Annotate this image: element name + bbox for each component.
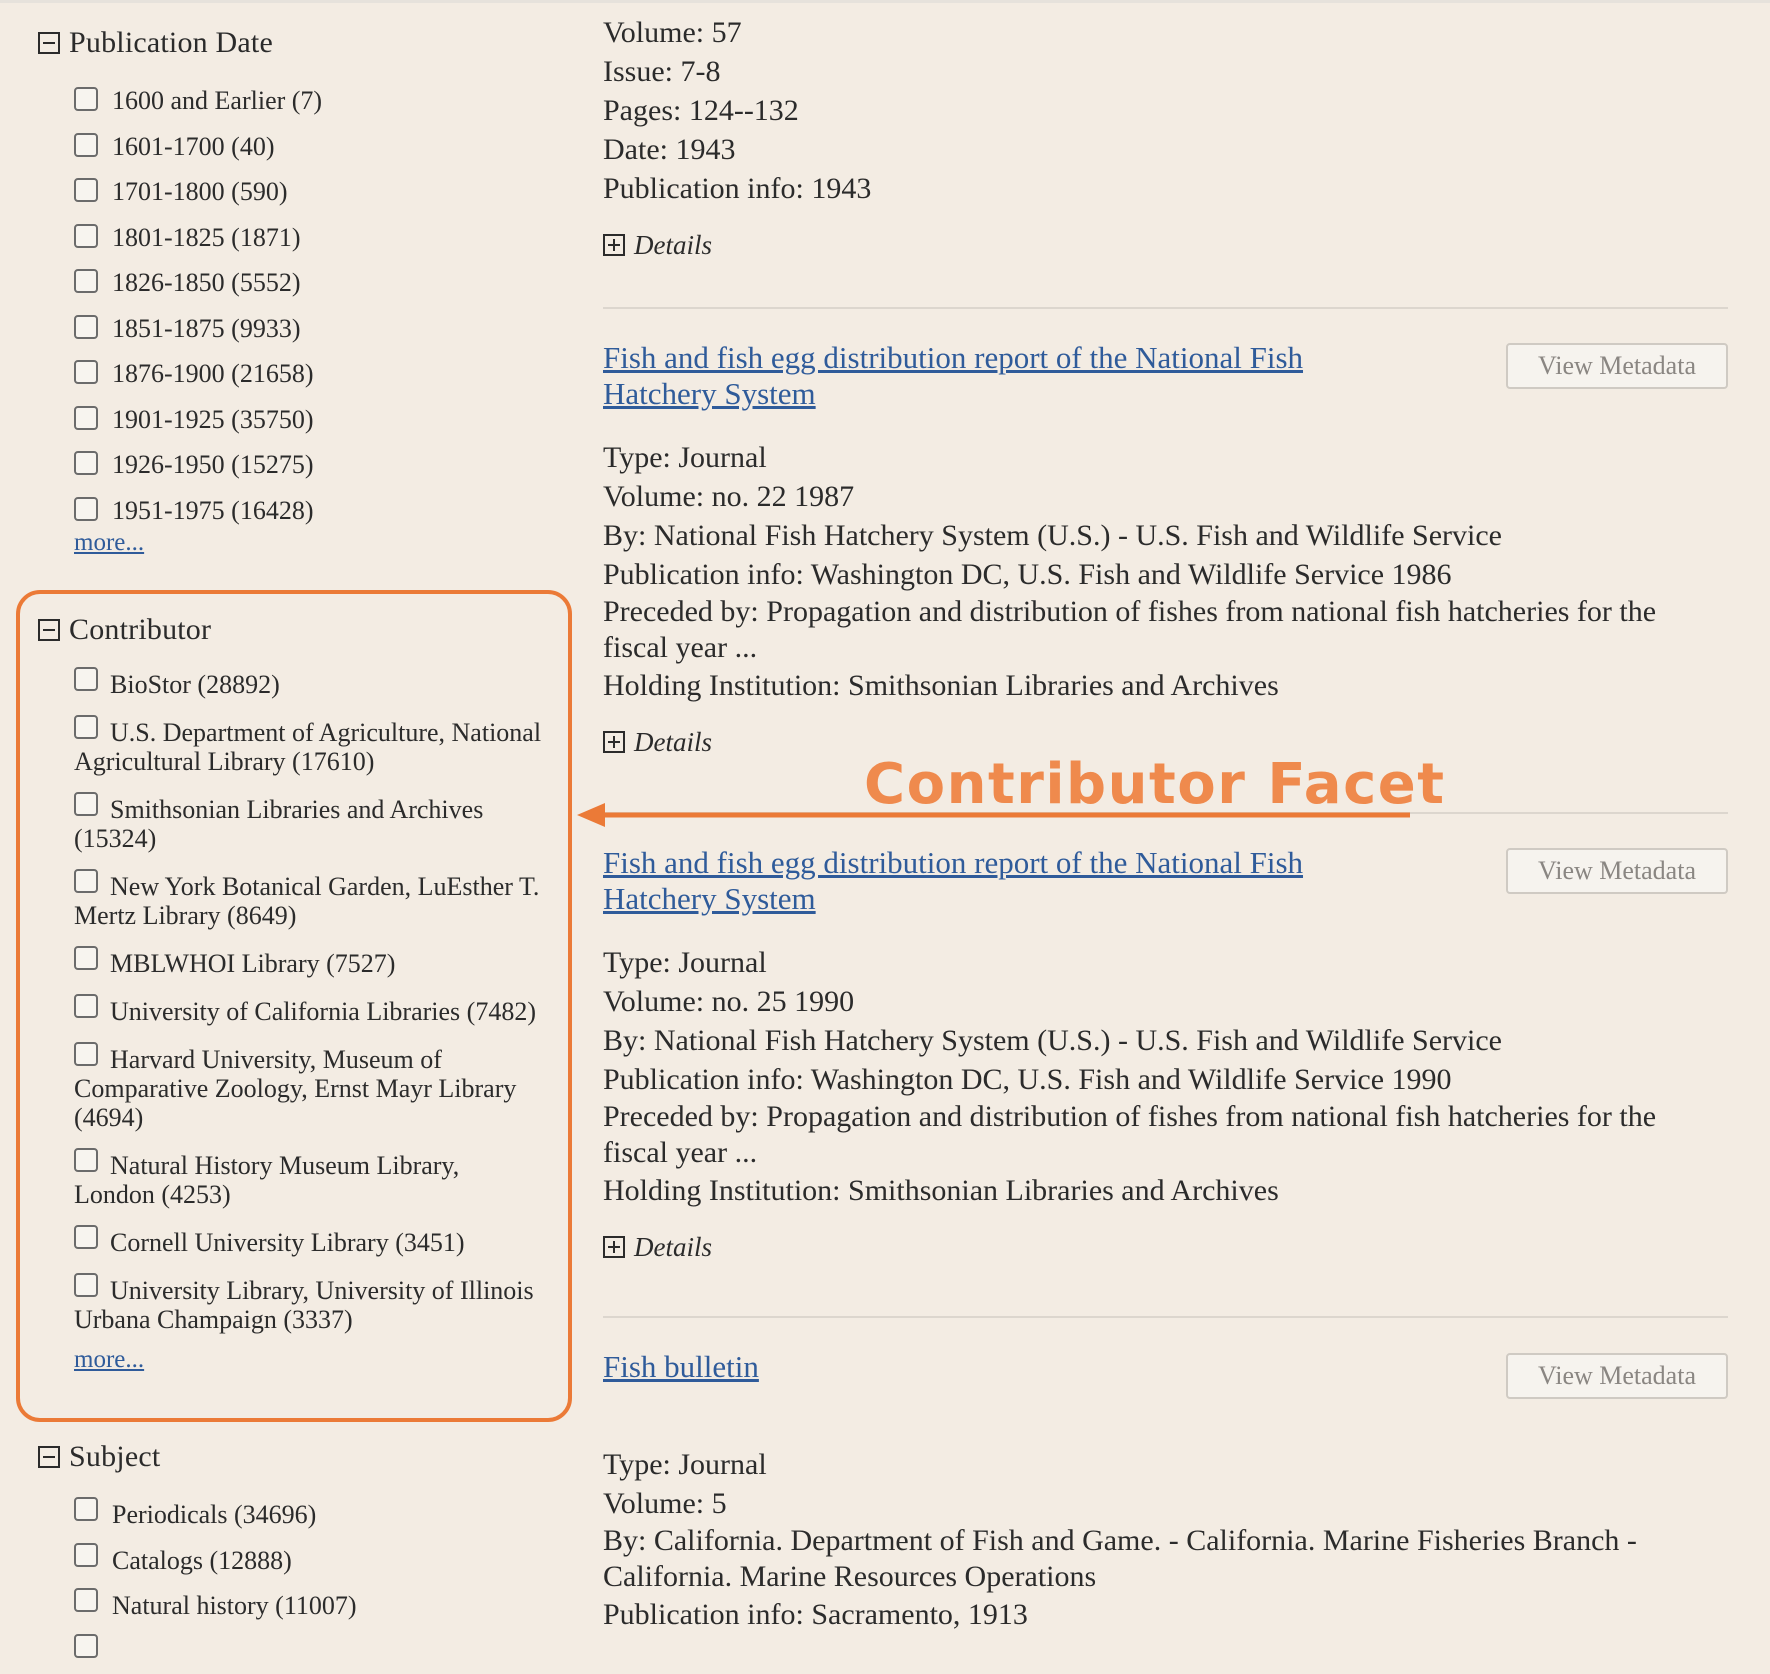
checkbox[interactable]	[74, 715, 98, 739]
checkbox[interactable]	[74, 269, 98, 293]
divider	[603, 307, 1728, 309]
facet-item[interactable]: 1951-1975 (16428)	[74, 488, 568, 534]
facet-title: Publication Date	[69, 26, 273, 60]
view-metadata-button[interactable]: View Metadata	[1506, 343, 1728, 389]
checkbox[interactable]	[74, 133, 98, 157]
facet-header-publication-date[interactable]	[38, 20, 568, 66]
result-volume: Volume: 57	[603, 13, 1728, 52]
result-preceded-by: Preceded by: Propagation and distribution of fishes from national fish hatcheries for the fiscal year ...	[603, 1099, 1713, 1171]
result-pubinfo: Publication info: Washington DC, U.S. Fish and Wildlife Service 1990	[603, 1060, 1728, 1099]
collapse-icon[interactable]	[38, 619, 60, 641]
facet-item[interactable]: Periodicals (34696)	[74, 1492, 568, 1538]
result-title-link[interactable]: Fish and fish egg distribution report of the National Fish Hatchery System	[603, 845, 1403, 917]
expand-icon[interactable]	[603, 234, 625, 256]
facet-item[interactable]: U.S. Department of Agriculture, National Agricultural Library (17610)	[38, 715, 564, 776]
publication-date-list	[38, 66, 568, 533]
result-issue: Issue: 7-8	[603, 52, 1728, 91]
facet-item[interactable]: Cornell University Library (3451)	[38, 1225, 568, 1257]
details-toggle[interactable]: Details	[603, 725, 1728, 759]
checkbox[interactable]	[74, 1497, 98, 1521]
facet-item[interactable]: 1926-1950 (15275)	[74, 442, 568, 488]
checkbox[interactable]	[74, 360, 98, 384]
checkbox[interactable]	[74, 1588, 98, 1612]
result-item	[603, 340, 1728, 759]
facet-header-contributor[interactable]	[38, 607, 568, 653]
result-holding: Holding Institution: Smithsonian Libraries and Archives	[603, 666, 1728, 705]
result-holding: Holding Institution: Smithsonian Libraries and Archives	[603, 1171, 1728, 1210]
facet-item[interactable]: MBLWHOI Library (7527)	[38, 946, 568, 978]
expand-icon[interactable]	[603, 1236, 625, 1258]
checkbox[interactable]	[74, 792, 98, 816]
facet-item[interactable]: 1851-1875 (9933)	[74, 306, 568, 352]
checkbox[interactable]	[74, 1273, 98, 1297]
facet-item[interactable]: 1601-1700 (40)	[74, 124, 568, 170]
facet-item[interactable]: BioStor (28892)	[38, 667, 568, 699]
facet-item[interactable]	[74, 1629, 568, 1674]
checkbox[interactable]	[74, 1225, 98, 1249]
facet-item[interactable]: 1826-1850 (5552)	[74, 260, 568, 306]
more-link-contributor[interactable]: more...	[74, 1346, 568, 1374]
checkbox[interactable]	[74, 1543, 98, 1567]
annotation-label: Contributor Facet	[864, 752, 1446, 818]
facet-item[interactable]: Natural History Museum Library, London (4253)	[38, 1148, 544, 1209]
top-border	[0, 0, 1770, 3]
subject-list	[38, 1480, 568, 1674]
result-preceded-by: Preceded by: Propagation and distribution of fishes from national fish hatcheries for the fiscal year ...	[603, 594, 1713, 666]
collapse-icon[interactable]	[38, 32, 60, 54]
checkbox[interactable]	[74, 667, 98, 691]
result-item	[603, 13, 1728, 262]
checkbox[interactable]	[74, 994, 98, 1018]
result-title-link[interactable]: Fish bulletin	[603, 1349, 1403, 1385]
facet-item[interactable]: 1901-1925 (35750)	[74, 397, 568, 443]
result-by: By: National Fish Hatchery System (U.S.) - U.S. Fish and Wildlife Service	[603, 1021, 1728, 1060]
result-date: Date: 1943	[603, 130, 1728, 169]
facet-title: Contributor	[69, 613, 211, 647]
facet-item[interactable]: 1701-1800 (590)	[74, 169, 568, 215]
result-volume: Volume: 5	[603, 1484, 1728, 1523]
facet-item[interactable]: 1600 and Earlier (7)	[74, 78, 568, 124]
facet-item[interactable]: Catalogs (12888)	[74, 1538, 568, 1584]
facet-item[interactable]: 1876-1900 (21658)	[74, 351, 568, 397]
collapse-icon[interactable]	[38, 1446, 60, 1468]
facet-item[interactable]: University of California Libraries (7482)	[38, 994, 544, 1026]
facet-item[interactable]: New York Botanical Garden, LuEsther T. Mertz Library (8649)	[38, 869, 574, 930]
details-toggle[interactable]: Details	[603, 1230, 1728, 1264]
facet-sidebar	[38, 20, 568, 557]
checkbox[interactable]	[74, 1042, 98, 1066]
facet-item[interactable]: Natural history (11007)	[74, 1583, 568, 1629]
facet-item[interactable]: 1801-1825 (1871)	[74, 215, 568, 261]
result-by: By: California. Department of Fish and Game. - California. Marine Fisheries Branch - California. Marine Resources Operations	[603, 1523, 1713, 1595]
result-title-link[interactable]: Fish and fish egg distribution report of the National Fish Hatchery System	[603, 340, 1403, 412]
view-metadata-button[interactable]: View Metadata	[1506, 848, 1728, 894]
checkbox[interactable]	[74, 497, 98, 521]
result-type: Type: Journal	[603, 438, 1728, 477]
annotation-arrow-icon	[575, 795, 1415, 835]
checkbox[interactable]	[74, 178, 98, 202]
checkbox[interactable]	[74, 451, 98, 475]
checkbox[interactable]	[74, 315, 98, 339]
expand-icon[interactable]	[603, 731, 625, 753]
facet-header-subject[interactable]	[38, 1434, 568, 1480]
result-type: Type: Journal	[603, 1445, 1728, 1484]
more-link-publication-date[interactable]: more...	[74, 529, 568, 557]
contributor-list	[38, 653, 568, 1334]
facet-contributor	[38, 607, 568, 1374]
details-toggle[interactable]: Details	[603, 228, 1728, 262]
result-pubinfo: Publication info: 1943	[603, 169, 1728, 208]
facet-item[interactable]: Harvard University, Museum of Comparative Zoology, Ernst Mayr Library (4694)	[38, 1042, 574, 1132]
checkbox[interactable]	[74, 946, 98, 970]
result-type: Type: Journal	[603, 943, 1728, 982]
result-volume: Volume: no. 25 1990	[603, 982, 1728, 1021]
facet-title: Subject	[69, 1440, 160, 1474]
facet-item[interactable]: University Library, University of Illinois Urbana Champaign (3337)	[38, 1273, 554, 1334]
checkbox[interactable]	[74, 1634, 98, 1658]
checkbox[interactable]	[74, 406, 98, 430]
result-pubinfo: Publication info: Washington DC, U.S. Fish and Wildlife Service 1986	[603, 555, 1728, 594]
checkbox[interactable]	[74, 87, 98, 111]
divider	[603, 1316, 1728, 1318]
checkbox[interactable]	[74, 224, 98, 248]
result-pages: Pages: 124--132	[603, 91, 1728, 130]
result-volume: Volume: no. 22 1987	[603, 477, 1728, 516]
result-item	[603, 1349, 1728, 1634]
result-pubinfo: Publication info: Sacramento, 1913	[603, 1595, 1728, 1634]
result-by: By: National Fish Hatchery System (U.S.) - U.S. Fish and Wildlife Service	[603, 516, 1728, 555]
view-metadata-button[interactable]: View Metadata	[1506, 1353, 1728, 1399]
checkbox[interactable]	[74, 869, 98, 893]
checkbox[interactable]	[74, 1148, 98, 1172]
facet-item[interactable]: Smithsonian Libraries and Archives (15324)	[38, 792, 564, 853]
result-item	[603, 845, 1728, 1264]
facet-subject	[38, 1434, 568, 1674]
